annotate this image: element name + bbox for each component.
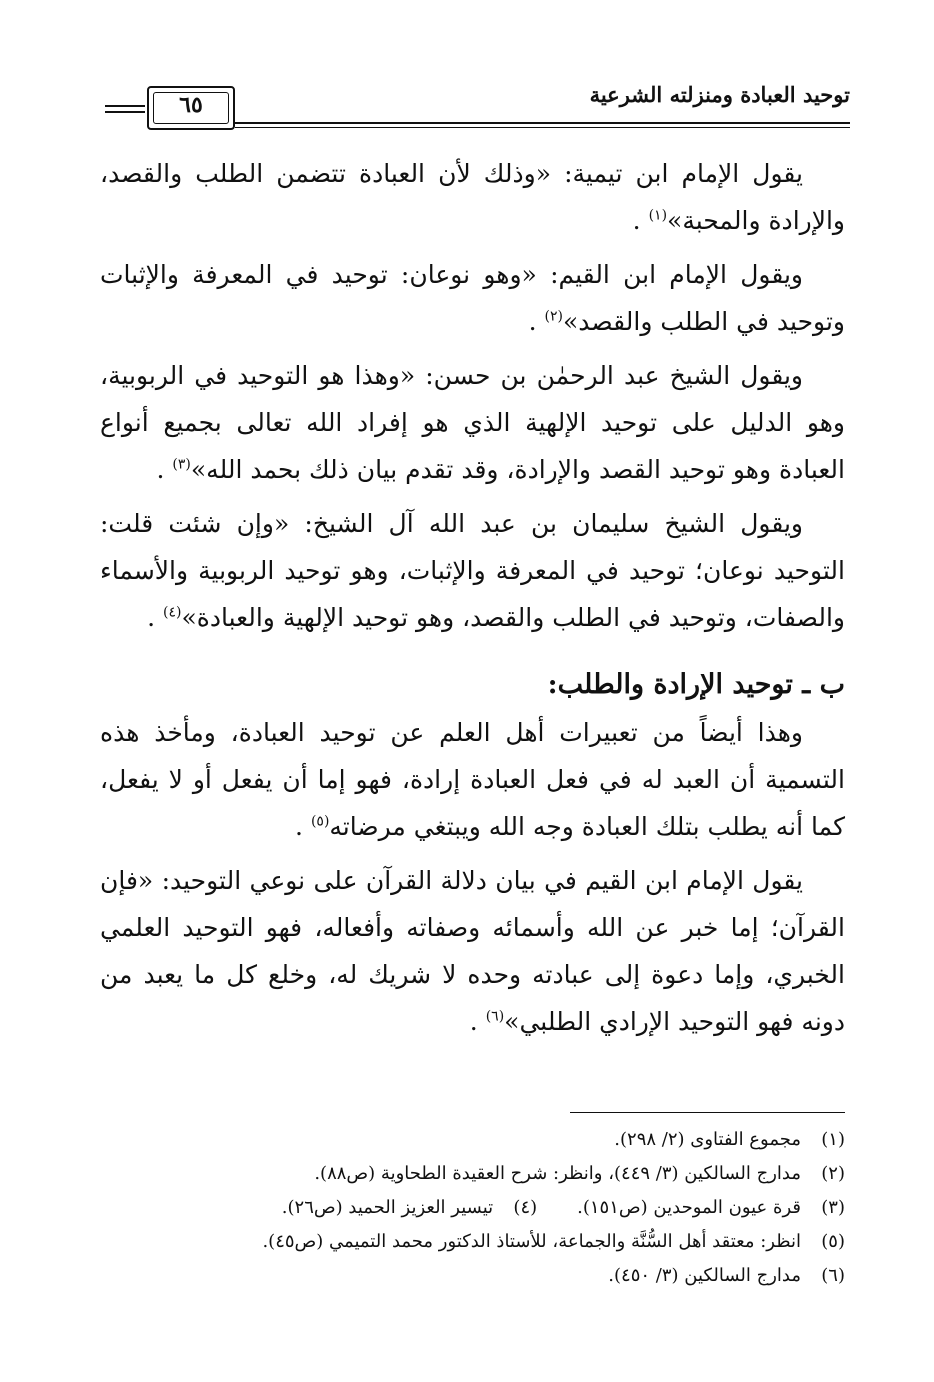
footnote-ref: (٦) <box>485 1008 505 1025</box>
footnote-text: انظر: معتقد أهل السُّنَّة والجماعة، للأستاذ الدكتور محمد التميمي (ص٤٥). <box>262 1231 801 1252</box>
footnote <box>100 1123 845 1157</box>
paragraph-text: ويقول الإمام ابن القيم: «وهو نوعان: توحيد في المعرفة والإثبات وتوحيد في الطلب والقصد» <box>100 260 845 336</box>
paragraph-end: . <box>528 307 537 336</box>
paragraph-end: . <box>632 206 641 235</box>
footnote-number: (٦) <box>821 1265 845 1286</box>
paragraph-end: . <box>469 1007 478 1036</box>
footnote <box>100 1191 845 1225</box>
paragraph <box>100 709 845 850</box>
footnote-number: (١) <box>821 1129 845 1150</box>
footnote-ref: (٣) <box>172 456 191 473</box>
footnote-ref: (٢) <box>544 308 564 325</box>
footnote-number: (٣) <box>821 1197 845 1218</box>
footnote <box>100 1259 845 1293</box>
paragraph <box>100 251 845 345</box>
paragraph <box>100 352 845 493</box>
footnotes <box>100 1112 845 1293</box>
footnote-text: مدارج السالكين (٣/ ٤٥٠). <box>608 1265 801 1286</box>
main-text <box>100 150 845 1052</box>
footnote-text: مدارج السالكين (٣/ ٤٤٩)، وانظر: شرح العقيدة الطحاوية (ص٨٨). <box>314 1163 801 1184</box>
footnote-ref: (٤) <box>163 604 182 621</box>
header-rule-short <box>105 105 145 113</box>
section-heading: ب ـ توحيد الإرادة والطلب: <box>547 669 845 700</box>
paragraph-end: . <box>295 812 303 841</box>
running-title: توحيد العبادة ومنزلته الشرعية <box>589 82 850 107</box>
page-number: ٦٥ <box>179 92 203 118</box>
footnote-number: (٥) <box>821 1231 845 1252</box>
paragraph-text: ويقول الشيخ سليمان بن عبد الله آل الشيخ: «وإن شئت قلت: التوحيد نوعان؛ توحيد في المعرفة والإثبات، وهو توحيد الربوبية والأسماء والصفات، وتوحيد في الطلب والقصد، وهو توحيد الإلهية والعبادة» <box>100 509 845 632</box>
paragraph-text: يقول الإمام ابن القيم في بيان دلالة القرآن على نوعي التوحيد: «فإن القرآن؛ إما خبر عن الله وأسمائه وصفاته وأفعاله، فهو التوحيد العلمي الخبري، وإما دعوة إلى عبادته وحده لا شريك له، وخلع كل ما يعبد من دونه فهو التوحيد الإرادي الطلبي» <box>100 866 845 1036</box>
footnote-text: مجموع الفتاوى (٢/ ٢٩٨). <box>614 1129 801 1150</box>
footnote-number: (٤) <box>513 1197 538 1218</box>
header-rule <box>235 122 850 128</box>
paragraph <box>100 857 845 1045</box>
paragraph-text: ويقول الشيخ عبد الرحمٰن بن حسن: «وهذا هو التوحيد في الربوبية، وهو الدليل على توحيد الإلهية الذي هو إفراد الله تعالى بجميع أنواع العبادة وهو توحيد القصد والإرادة، وقد تقدم بيان ذلك بحمد الله» <box>100 361 845 484</box>
page-header <box>105 80 850 140</box>
footnote-text: تيسير العزيز الحميد (ص٢٦). <box>281 1197 494 1218</box>
paragraph-end: . <box>156 455 165 484</box>
page-number-frame <box>147 86 235 130</box>
footnote <box>100 1157 845 1191</box>
footnote-ref: (١) <box>648 207 668 224</box>
paragraph-text: يقول الإمام ابن تيمية: «وذلك لأن العبادة تتضمن الطلب والقصد، والإرادة والمحبة» <box>100 159 845 235</box>
paragraph-text: وهذا أيضاً من تعبيرات أهل العلم عن توحيد العبادة، ومأخذ هذه التسمية أن العبد له في فعل العبادة إرادة، فهو إما أن يفعل أو لا يفعل، كما أنه يطلب بتلك العبادة وجه الله ويبتغي مرضاته <box>100 718 845 841</box>
footnote-ref: (٥) <box>310 813 330 830</box>
paragraph <box>100 500 845 641</box>
paragraph-end: . <box>147 603 156 632</box>
footnote-text: قرة عيون الموحدين (ص١٥١). <box>577 1197 801 1218</box>
footnote <box>100 1225 845 1259</box>
paragraph <box>100 150 845 244</box>
footnote-number: (٢) <box>821 1163 845 1184</box>
footnote-separator <box>570 1112 845 1113</box>
